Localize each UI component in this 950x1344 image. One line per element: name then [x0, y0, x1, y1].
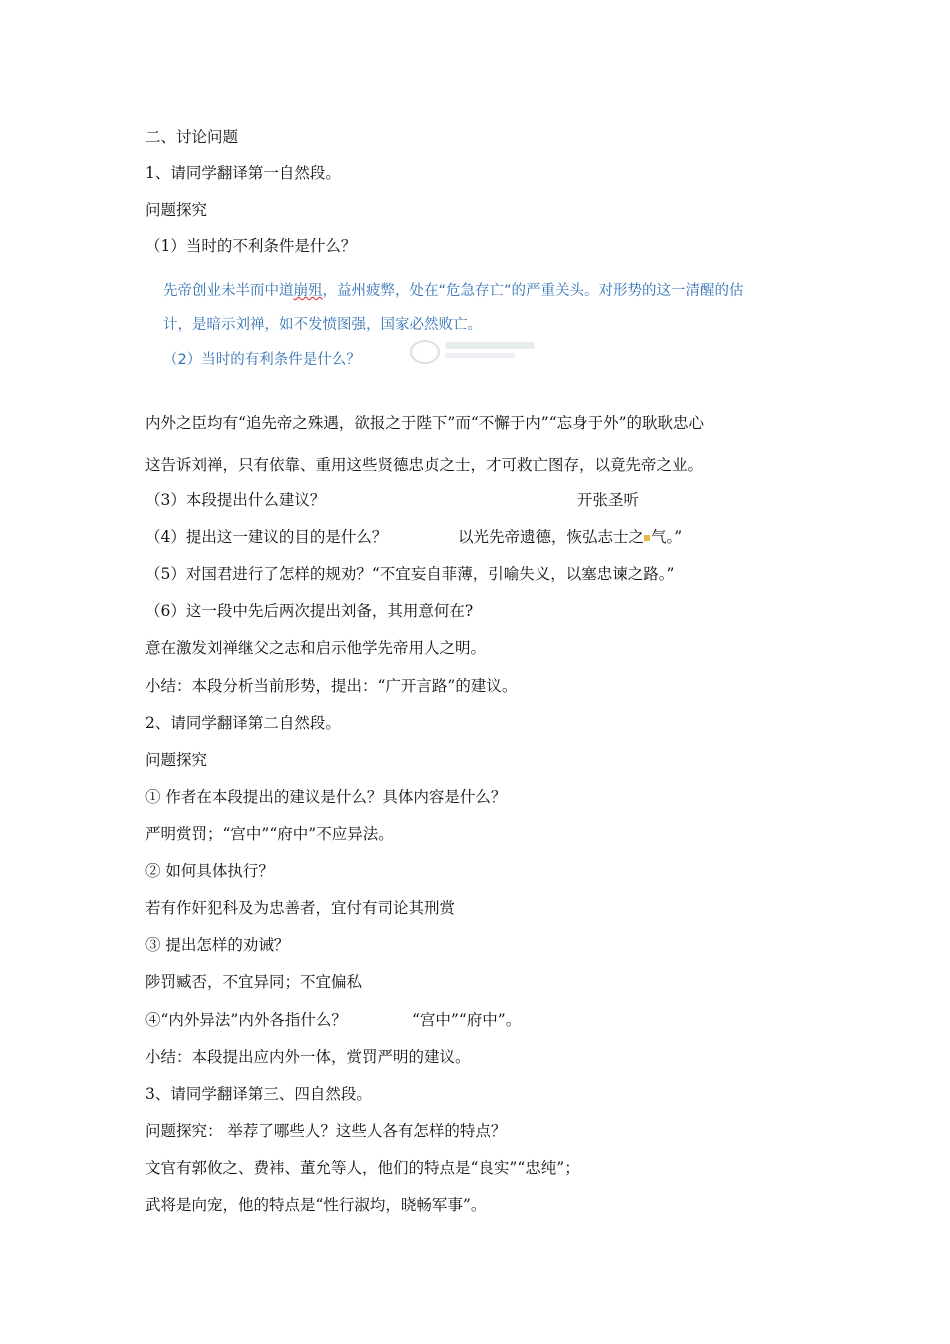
paragraph-2-heading: 2、请同学翻译第二自然段。: [145, 714, 341, 732]
answer-3: 开张圣听: [577, 491, 640, 509]
image-text-line-2: 计，是暗示刘禅，如不发愤图强，国家必然败亡。: [163, 317, 482, 333]
p2-answer-4: “宫中”“府中”。: [412, 1011, 522, 1029]
p3-question: 问题探究： 举荐了哪些人？这些人各有怎样的特点？: [145, 1122, 507, 1140]
answer-2-line-2: 这告诉刘禅，只有依靠、重用这些贤德忠贞之士，才可救亡图存，以竟先帝之业。: [145, 456, 704, 474]
answer-4: 以光先帝遗德，恢弘志士之 气。”: [458, 528, 683, 546]
summary-2: 小结：本段提出应内外一体，赏罚严明的建议。: [145, 1048, 471, 1066]
p2-answer-1: 严明赏罚；“宫中”“府中”不应异法。: [145, 825, 394, 843]
question-5: （5）对国君进行了怎样的规劝？“不宜妄自菲薄，引喻失义，以塞忠谏之路。”: [145, 565, 675, 583]
question-3: （3）本段提出什么建议？: [145, 491, 326, 509]
question-1: （1）当时的不利条件是什么？: [145, 237, 357, 255]
image-text-line-1: 先帝创业未半而中道崩殂，益州疲弊，处在“危急存亡”的严重关头。对形势的这一清醒的估: [163, 283, 744, 299]
p3-answer-2: 武将是向宠，他的特点是“性行淑均，晓畅军事”。: [145, 1196, 487, 1214]
answer-6: 意在激发刘禅继父之志和启示他学先帝用人之明。: [145, 639, 487, 657]
p2-question-3: ③ 提出怎样的劝诫？: [145, 936, 290, 954]
paragraph-1-heading: 1、请同学翻译第一自然段。: [145, 164, 341, 182]
summary-1: 小结：本段分析当前形势，提出：“广开言路”的建议。: [145, 677, 518, 695]
p2-answer-3: 陟罚臧否，不宜异同；不宜偏私: [145, 973, 363, 991]
p2-question-2: ② 如何具体执行？: [145, 862, 274, 880]
p2-question-1: ① 作者在本段提出的建议是什么？具体内容是什么？: [145, 788, 507, 806]
p2-question-4: ④“内外异法”内外各指什么？: [145, 1011, 347, 1029]
section-title: 二、讨论问题: [145, 128, 239, 146]
question-4: （4）提出这一建议的目的是什么？: [145, 528, 388, 546]
question-6: （6）这一段中先后两次提出刘备，其用意何在?: [145, 602, 474, 620]
watermark-logo: [405, 322, 555, 374]
p3-answer-1: 文官有郭攸之、费袆、董允等人，他们的特点是“良实”“忠纯”；: [145, 1159, 580, 1177]
image-text-line-3: （2）当时的有利条件是什么？: [163, 352, 361, 368]
problem-explore-label-2: 问题探究: [145, 751, 208, 769]
paragraph-3-heading: 3、请同学翻译第三、四自然段。: [145, 1085, 372, 1103]
answer-2-line-1: 内外之臣均有“追先帝之殊遇，欲报之于陛下”而“不懈于内”“忘身于外”的耿耿忠心: [145, 414, 705, 432]
problem-explore-label: 问题探究: [145, 201, 208, 219]
p2-answer-2: 若有作奸犯科及为忠善者，宜付有司论其刑赏: [145, 899, 456, 917]
